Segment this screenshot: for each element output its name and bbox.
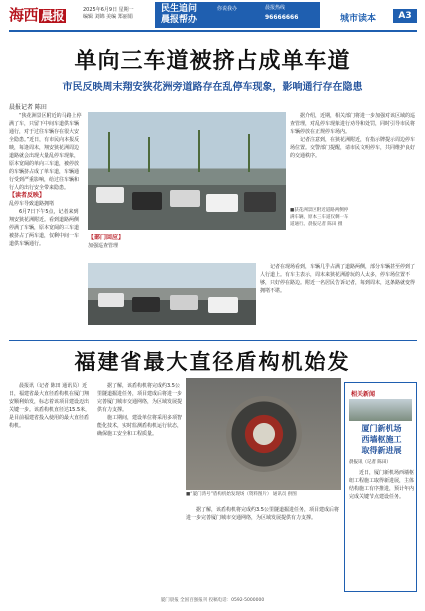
story1-col2-text: 记者在现场看到，车辆几乎占满了道路两侧，部分车辆甚至停到了人行道上。有车主表示，周末来狭花洲游玩的人太多，停车场位置不够，只好停在路边。附近一名居民告诉记者，每到周末，这条路就变得拥堵不堪。 [260, 264, 416, 294]
related-news-title-line-1: 厦门新机场 [361, 424, 402, 433]
story1-label-response: 【部门回应】 [88, 234, 125, 241]
newspaper-logo [9, 4, 66, 25]
masthead [0, 0, 425, 30]
story2-col2-text: 据了解，该盾构机将完成约3.5公里隧道掘进任务，项目建成后将进一步完善厦门城市交通网络，为区域发展提供有力支撑。 [97, 383, 182, 413]
related-news-body: 近日，厦门新机场西墙枢纽工程施工取得新进展，主体结构施工有序推进，预计年内完成关键节点建设任务。 [349, 470, 414, 500]
story1-col3-text: 据介绍，近期，相关部门将进一步加强对该区域的巡查管理，对乱停车现象进行劝导和处罚，同时引导市民将车辆停放在正规停车场内。 [290, 113, 416, 135]
story2-column-1 [9, 382, 93, 594]
hotline-banner [155, 2, 320, 28]
page-number: A3 [393, 9, 417, 23]
related-news-byline: 晨报讯（记者 陈田） [349, 460, 391, 465]
story1-label-response-sub: 加强巡查管理 [88, 243, 119, 249]
story2-column-3 [186, 506, 341, 594]
story2-headline: 福建省最大直径盾构机始发 [74, 350, 351, 374]
related-news-text [349, 469, 414, 589]
story2-column-2 [97, 382, 182, 594]
story2-photo-tunnel-boring-machine [186, 378, 341, 490]
hotline-title-2: 晨报帮办 [161, 15, 198, 25]
story1-col1-text: “狭花洲景区附近的马路上停满了车，只留下中间车道供车辆通行，对于过往车辆存在很大安全隐患。”近日，有市民向本报反映，每逢周末，翔安狭花洲周边道路就会出现大量乱停车现象，原本宽阔的单向三车道，被停放的车辆挤占成了单车道，车辆通行受到严重影响，给过往车辆和行人的出行安全带来隐患。 [9, 113, 82, 191]
hotline-title-1: 民生追问 [161, 4, 198, 14]
related-news-box [344, 382, 417, 592]
story1-col1b-text: 6月7日下午5点，记者来到翔安狭花洲附近。看到道路两侧停满了车辆，原本宽阔的三车道被挤占了两车道，仅剩中间一车道供车辆通行。 [9, 209, 80, 247]
story1-photo-caption: ■获花洲景区附近道路两侧停满车辆，原本三车道仅剩一车道通行。晨报记者 陈田 摄 [290, 208, 349, 227]
story1-photo-street [88, 263, 256, 325]
story1-byline: 晨报记者 陈田 [9, 104, 47, 111]
story1-column-1 [9, 112, 83, 337]
related-news-title-line-3: 取得新进展 [361, 446, 402, 455]
story1-photo-traffic [88, 112, 286, 230]
brand-tag: 晨报 [41, 9, 65, 23]
story2-col3-repeat: 据了解，该盾构机将完成约3.5公里隧道掘进任务，项目建成后将进一步完善厦门城市交通网络，为区域发展提供有力支撑。 [186, 507, 339, 521]
story1-label-reader: 【读者反映】 [9, 192, 46, 199]
tbm-cutterhead [226, 396, 302, 472]
story1-label-reader-sub: 乱停车导致道路拥堵 [9, 201, 55, 207]
story2-col1-text: 晨报讯（记者 陈田 通讯员）近日，福建省最大直径盾构机在厦门翔安顺利始发，标志着该项目建设迈出关键一步。该盾构机直径达15.5米，是目前福建省投入使用的最大直径盾构机。 [9, 383, 91, 429]
story1-column-2a [88, 234, 286, 260]
story1-col3b-text: 记者注意到，在狭花洲附近，有指示牌提示周边停车场位置。交警部门提醒，请市民文明停车，共同维护良好的交通秩序。 [290, 137, 416, 159]
story2-photo-caption: ■“厦门湾号”盾构机始发现场（资料图片） 通讯员 供图 [186, 492, 297, 497]
hotline-tel-label: 晨报热线 [265, 5, 286, 11]
story1-headline: 单向三车道被挤占成单车道 [74, 49, 351, 74]
masthead-rule [9, 30, 417, 32]
story1-column-3 [290, 112, 417, 204]
related-news-kicker: 相关新闻 [351, 391, 376, 398]
story1-subhead: 市民反映周末翔安狭花洲旁道路存在乱停车现象，影响通行存在隐患 [62, 82, 363, 93]
page-footer: 厦门晨报 全国百强报刊 投稿电话：0592-5000000 [160, 598, 265, 603]
related-news-photo [349, 399, 412, 421]
hotline-subtitle: 你说我办 [217, 6, 238, 12]
related-news-title-line-2: 西墙枢施工 [361, 435, 402, 444]
brand-name: 海西 [9, 6, 39, 24]
story2-col3-text: 施工期间，建设单位将采用多项智能化技术，实时监测盾构机运行状态，确保施工安全和工程质量。 [97, 415, 182, 437]
issue-date: 2025年6月9日 星期一 [83, 7, 134, 13]
editor-credits: 编辑 刘锦 美编 郑丽娟 [83, 14, 133, 20]
section-divider [9, 340, 417, 341]
hotline-number: 96666666 [265, 14, 299, 21]
dateline [83, 7, 134, 21]
story1-column-2 [260, 263, 417, 337]
section-name: 城市读本 [340, 14, 377, 24]
